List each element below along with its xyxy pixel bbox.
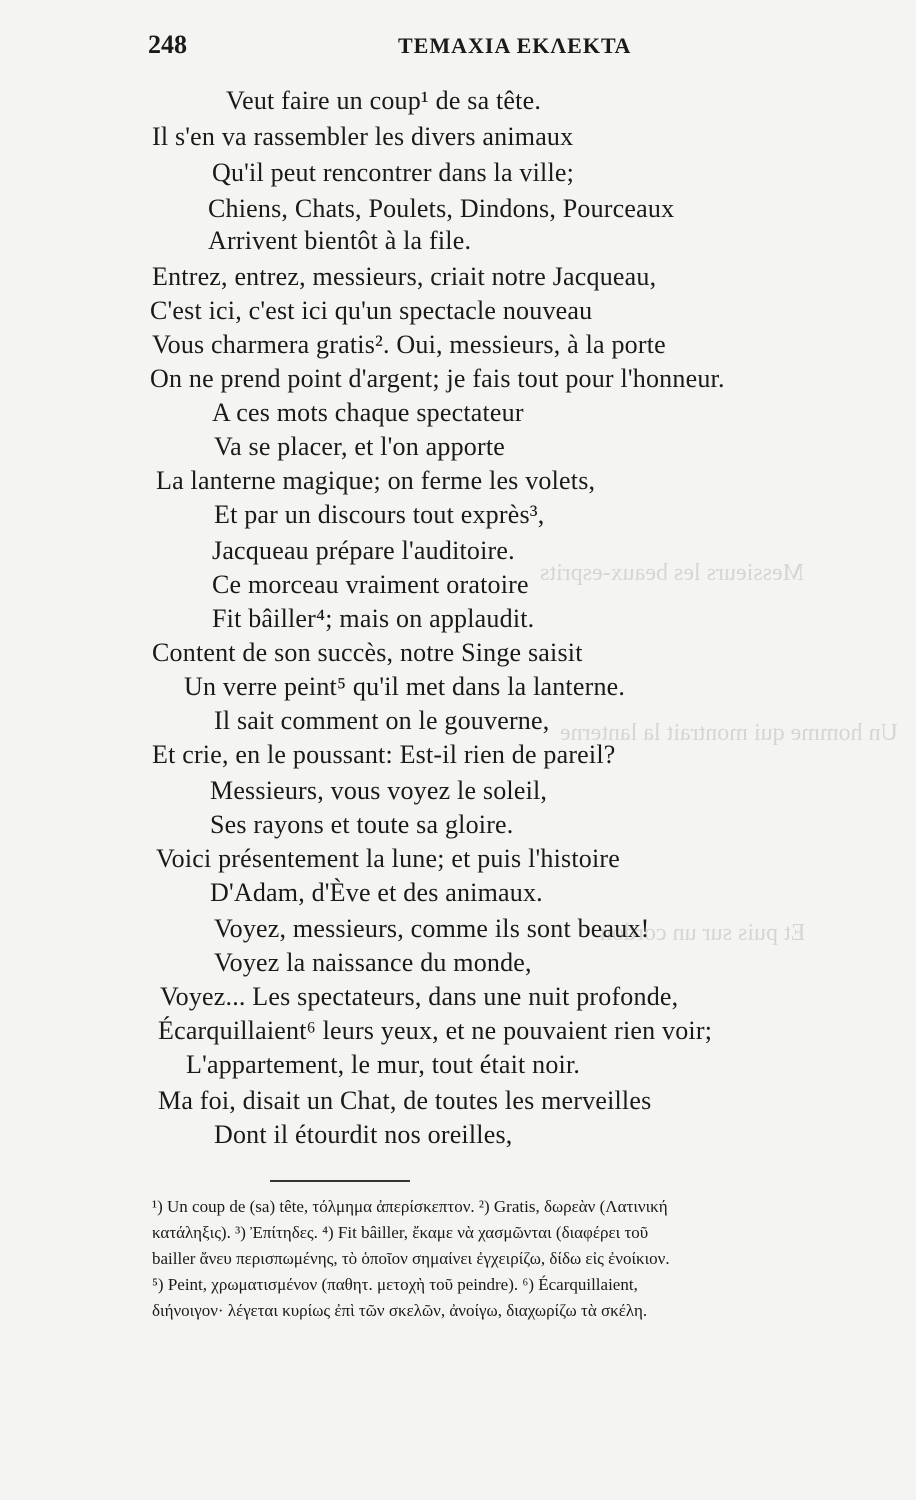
verse-line: On ne prend point d'argent; je fais tout pour l'honneur.	[150, 364, 725, 393]
footnote-rule	[270, 1180, 410, 1182]
verse-line: La lanterne magique; on ferme les volets,	[156, 466, 596, 495]
verse-line: Arrivent bientôt à la file.	[208, 226, 472, 255]
footnote-line: κατάληξις). ³) Ἐπίτηδες. ⁴) Fit bâiller, ἔκαμε νὰ χασμῶνται (διαφέρει τοῦ	[152, 1223, 649, 1242]
verse-line: Un verre peint⁵ qu'il met dans la lanterne.	[184, 672, 626, 701]
verse-line: Content de son succès, notre Singe saisit	[152, 638, 583, 667]
verse-line: Fit bâiller⁴; mais on applaudit.	[212, 604, 535, 633]
verse-line: Voyez la naissance du monde,	[214, 948, 532, 977]
verse-line: L'appartement, le mur, tout était noir.	[186, 1050, 581, 1079]
verse-line: Ses rayons et toute sa gloire.	[210, 810, 514, 839]
verse-line: Messieurs, vous voyez le soleil,	[210, 776, 548, 805]
footnote-line: ⁵) Peint, χρωματισμένον (παθητ. μετοχὴ τοῦ peindre). ⁶) Écarquillaient,	[152, 1275, 638, 1294]
running-title: ΤΕΜΑΧΙΑ ΕΚΛΕΚΤΑ	[398, 33, 632, 58]
verse-line: Voyez... Les spectateurs, dans une nuit profonde,	[160, 982, 679, 1011]
verse-line: Voici présentement la lune; et puis l'histoire	[156, 844, 620, 873]
page-header	[148, 30, 758, 64]
verse-line: Ce morceau vraiment oratoire	[212, 570, 529, 599]
verse-line: Jacqueau prépare l'auditoire.	[212, 536, 515, 565]
verse-line: Dont il étourdit nos oreilles,	[214, 1120, 513, 1149]
footnote-line: ¹) Un coup de (sa) tête, τόλμημα ἀπερίσκεπτον. ²) Gratis, δωρεὰν (Λατινική	[152, 1197, 668, 1216]
verse-line: Entrez, entrez, messieurs, criait notre Jacqueau,	[152, 262, 657, 291]
verse-line: Vous charmera gratis². Oui, messieurs, à la porte	[152, 330, 666, 359]
verse-line: Va se placer, et l'on apporte	[214, 432, 505, 461]
verse-line: Ma foi, disait un Chat, de toutes les merveilles	[158, 1086, 652, 1115]
verse-line: A ces mots chaque spectateur	[212, 398, 524, 427]
verse-line: Et par un discours tout exprès³,	[214, 500, 545, 529]
verse-line: Il sait comment on le gouverne,	[214, 706, 550, 735]
bleed-through-text: Un homme qui montrait la lanterne	[560, 720, 898, 746]
verse-line: Il s'en va rassembler les divers animaux	[152, 122, 574, 151]
verse-line: Voyez, messieurs, comme ils sont beaux!	[214, 914, 650, 943]
footnote-line: bailler ἄνευ περισπωμένης, τὸ ὁποῖον σημαίνει ἐγχειρίζω, δίδω εἰς ἐνοίκιον.	[152, 1249, 670, 1268]
footnotes	[152, 1194, 772, 1324]
verse-line: D'Adam, d'Ève et des animaux.	[210, 878, 543, 907]
bleed-through-text: Messieurs les beaux-esprits	[540, 560, 804, 586]
footnote-line: διήνοιγον· λέγεται κυρίως ἐπὶ τῶν σκελῶν, ἀνοίγω, διαχωρίζω τὰ σκέλη.	[152, 1301, 648, 1320]
verse-line: Et crie, en le poussant: Est-il rien de pareil?	[152, 740, 616, 769]
verse-line: C'est ici, c'est ici qu'un spectacle nouveau	[150, 296, 593, 325]
verse-line: Veut faire un coup¹ de sa tête.	[226, 86, 542, 115]
verse-line: Qu'il peut rencontrer dans la ville;	[212, 158, 575, 187]
page-number: 248	[148, 30, 187, 59]
verse-line: Écarquillaient⁶ leurs yeux, et ne pouvaient rien voir;	[158, 1016, 713, 1045]
bleed-through-text: Et puis sur un cordon	[600, 920, 806, 946]
verse-line: Chiens, Chats, Poulets, Dindons, Pourceaux	[208, 194, 675, 223]
